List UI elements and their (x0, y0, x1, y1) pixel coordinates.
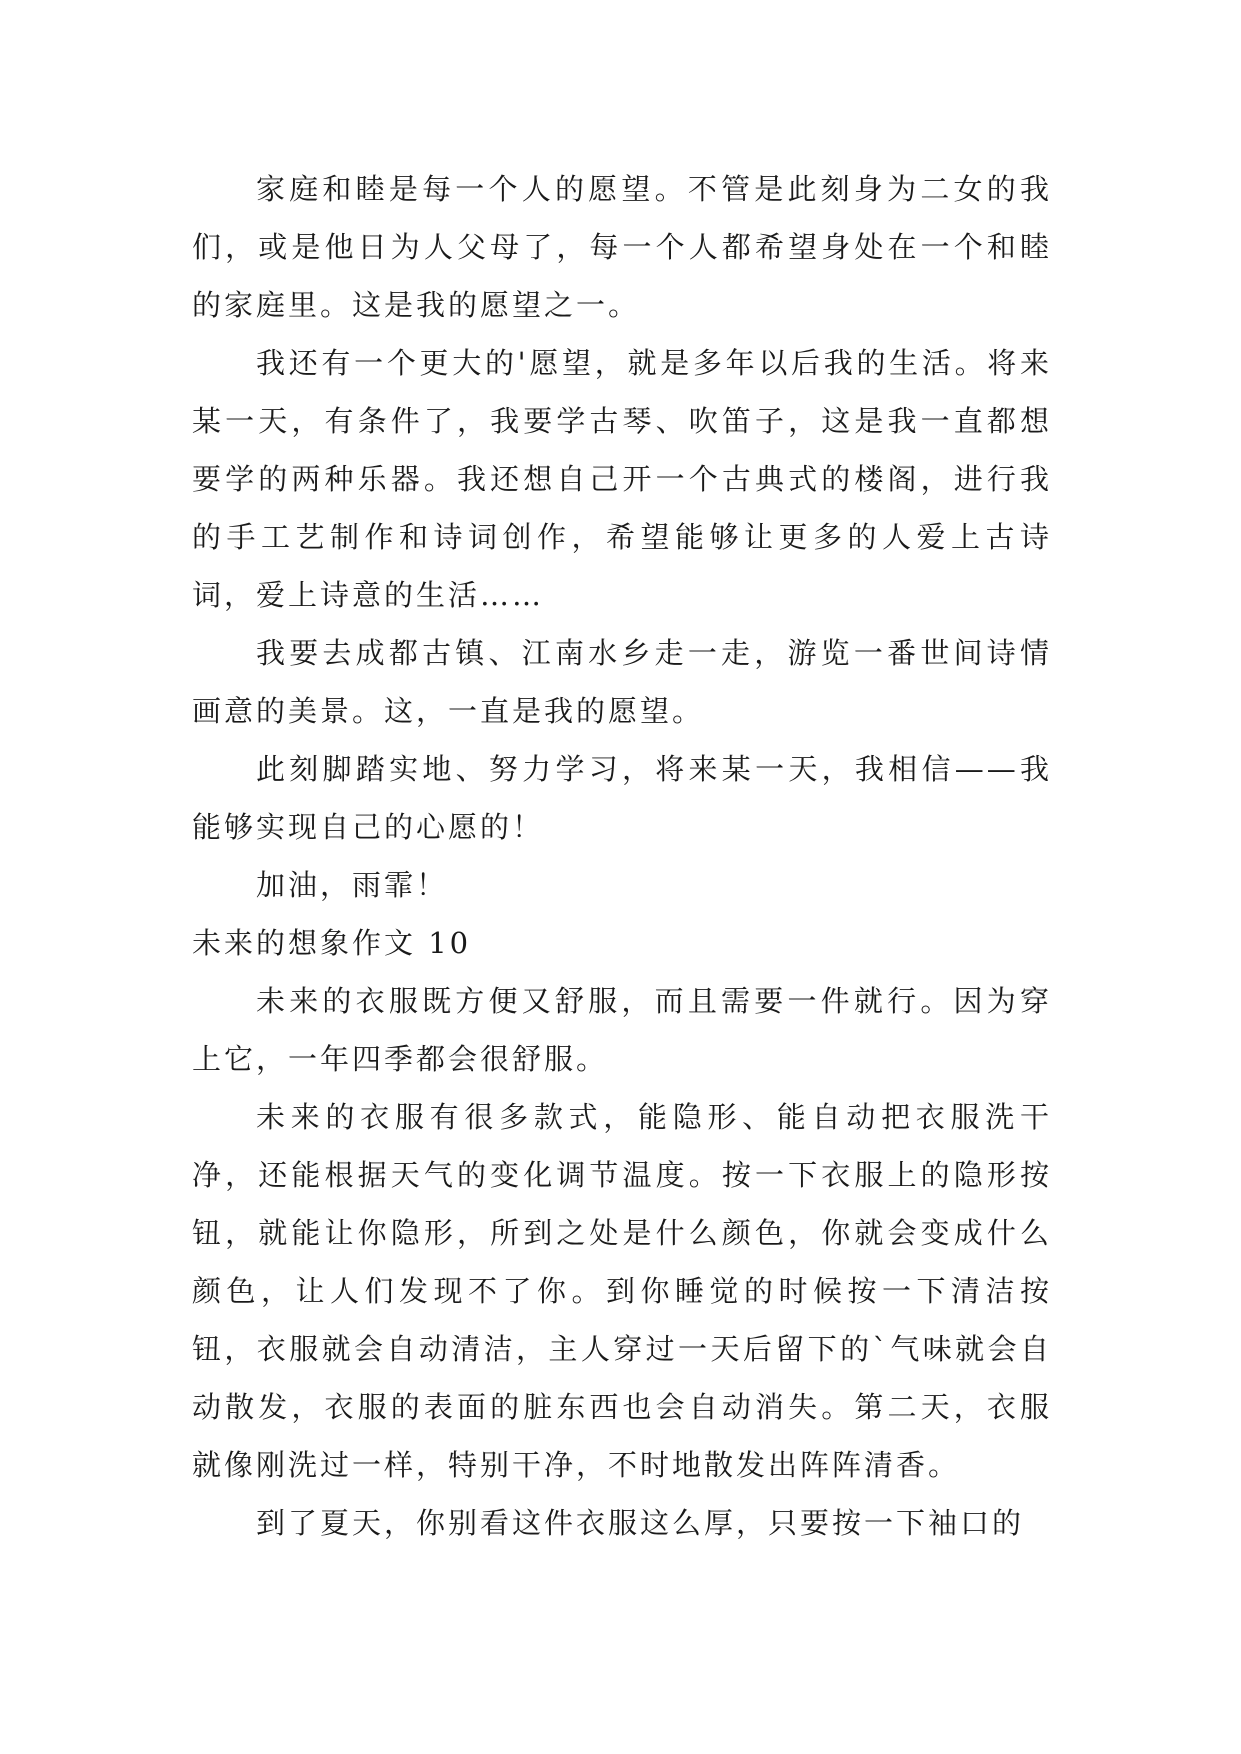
section-title: 未来的想象作文 10 (192, 926, 472, 960)
paragraph-bigger-wish: 我还有一个更大的'愿望，就是多年以后我的生活。将来某一天，有条件了，我要学古琴、吹笛子，这是我一直都想要学的两种乐器。我还想自己开一个古典式的楼阁，进行我的手工艺制作和诗词创作，希望能够让更多的人爱上古诗词，爱上诗意的生活…… (192, 346, 1052, 612)
paragraph-family-harmony: 家庭和睦是每一个人的愿望。不管是此刻身为二女的我们，或是他日为人父母了，每一个人都希望身处在一个和睦的家庭里。这是我的愿望之一。 (192, 172, 1052, 322)
paragraph-clothes-features: 未来的衣服有很多款式，能隐形、能自动把衣服洗干净，还能根据天气的变化调节温度。按一下衣服上的隐形按钮，就能让你隐形，所到之处是什么颜色，你就会变成什么颜色，让人们发现不了你。到你睡觉的时候按一下清洁按钮，衣服就会自动清洁，主人穿过一天后留下的`气味就会自动散发，衣服的表面的脏东西也会自动消失。第二天，衣服就像刚洗过一样，特别干净，不时地散发出阵阵清香。 (192, 1100, 1052, 1482)
paragraph-cheer: 加油，雨霏！ (256, 868, 449, 902)
paragraph-summer: 到了夏天，你别看这件衣服这么厚，只要按一下袖口的 (256, 1506, 1025, 1540)
paragraph-study-hard: 此刻脚踏实地、努力学习，将来某一天，我相信——我能够实现自己的心愿的！ (192, 752, 1052, 844)
paragraph-travel-wish: 我要去成都古镇、江南水乡走一走，游览一番世间诗情画意的美景。这，一直是我的愿望。 (192, 636, 1052, 728)
paragraph-future-clothes: 未来的衣服既方便又舒服，而且需要一件就行。因为穿上它，一年四季都会很舒服。 (192, 984, 1052, 1076)
document-body (192, 160, 1052, 1552)
